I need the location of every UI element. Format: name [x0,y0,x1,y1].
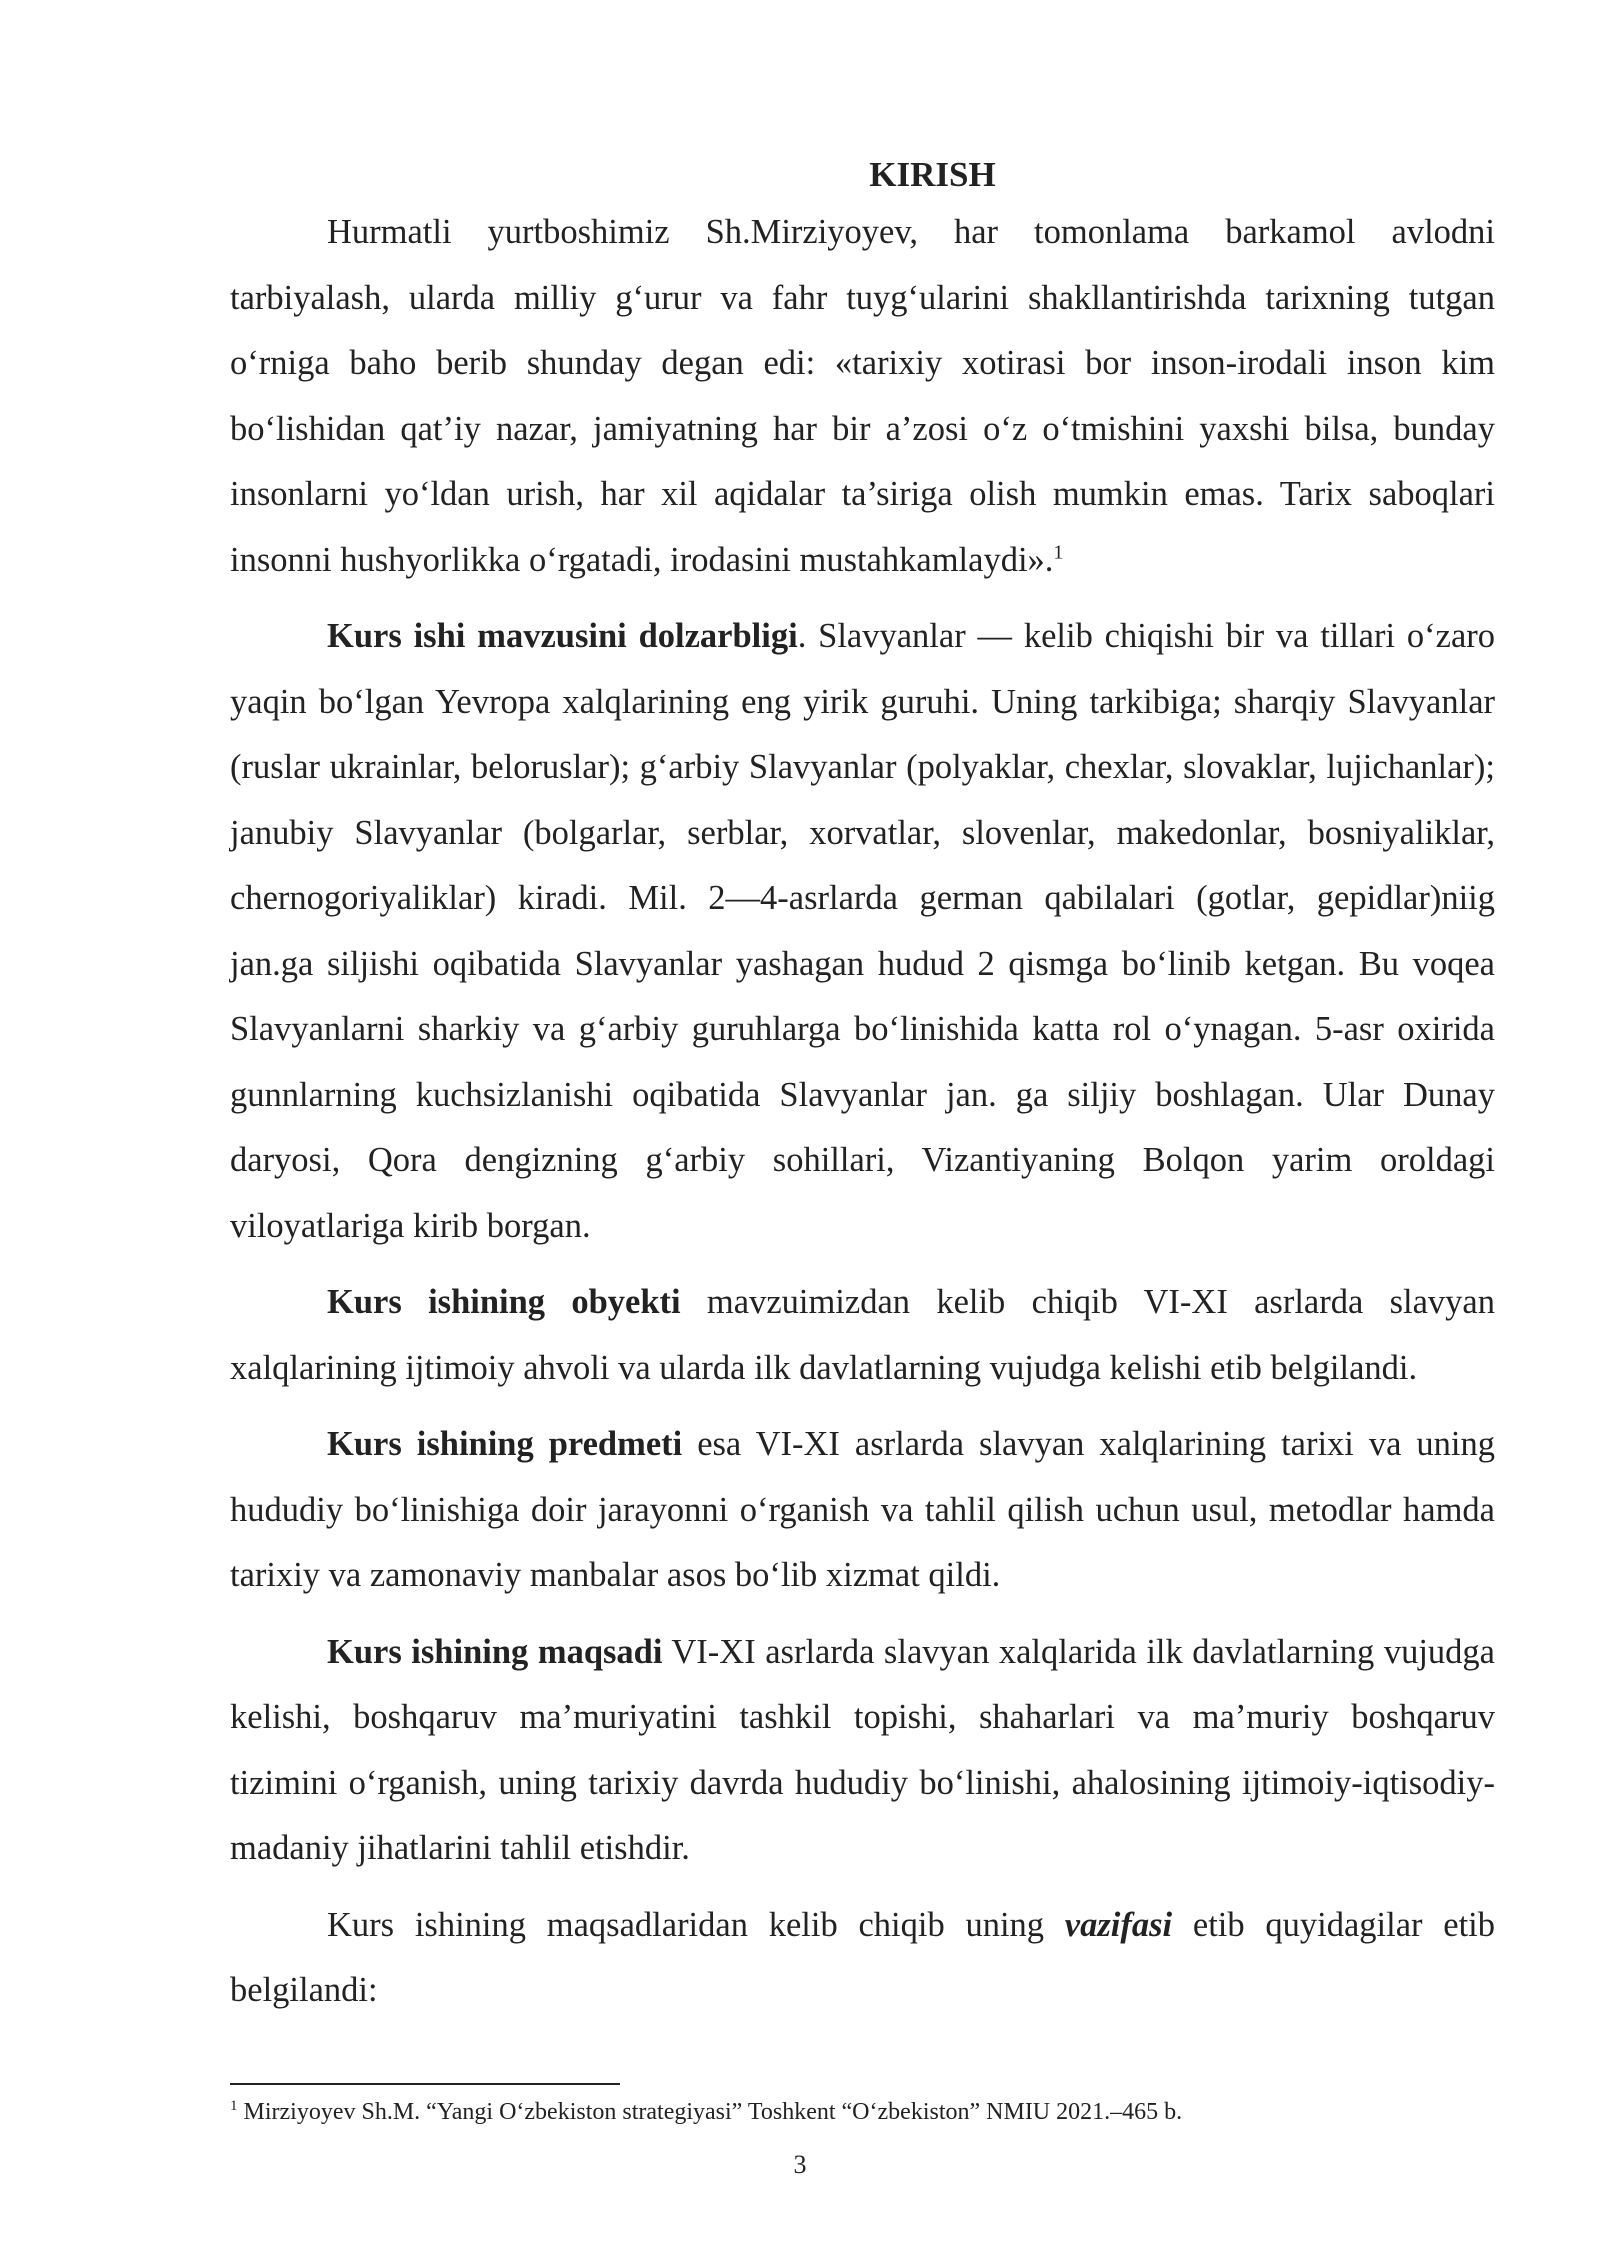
subject-text: esa VI-XI asrlarda slavyan xalqlarining tarixi va uning hududiy bo‘linishiga doir jarayonni o‘rganish va tahlil qilish uchun usul, metodlar hamda tarixiy va zamonaviy manbalar asos bo‘lib xizmat qildi. [230,1425,1495,1594]
object-text: mavzuimizdan kelib chiqib VI-XI asrlarda slavyan xalqlarining ijtimoiy ahvoli va ularda ilk davlatlarning vujudga kelishi etib belgilandi. [230,1283,1495,1387]
paragraph-intro [230,200,1495,593]
relevance-heading: Kurs ishi mavzusini dolzarbligi [327,617,798,655]
tasks-text-after: etib quyidagilar etib belgilandi: [230,1905,1495,2009]
document-body [230,150,1495,2024]
footnote [230,2097,1495,2127]
paragraph-subject [230,1412,1495,1609]
subject-heading: Kurs ishining predmeti [327,1425,683,1463]
tasks-keyword: vazifasi [1064,1905,1173,1944]
footnote-mark: 1 [230,2098,238,2114]
page-number: 3 [793,2150,807,2179]
page-title: KIRISH [869,155,996,194]
object-heading: Kurs ishining obyekti [327,1283,681,1321]
tasks-text-before: Kurs ishining maqsadlaridan kelib chiqib uning [327,1905,1065,1944]
paragraph-tasks [230,1893,1495,2024]
paragraph-relevance [230,604,1495,1259]
footnote-text: Mirziyoyev Sh.M. “Yangi O‘zbekiston strategiyasi” Toshkent “O‘zbekiston” NMIU 2021.–465 b. [237,2099,1183,2125]
relevance-text: . Slavyanlar — kelib chiqishi bir va tillari o‘zaro yaqin bo‘lgan Yevropa xalqlarining eng yirik guruhi. Uning tarkibiga; sharqiy Slavyanlar (ruslar ukrainlar, beloruslar); g‘arbiy Slavyanlar (polyaklar, chexlar, slovaklar, lujichanlar); janubiy Slavyanlar (bolgarlar, serblar, xorvatlar, slovenlar, makedonlar, bosniyaliklar, chernogoriyaliklar) kiradi. Mil. 2—4-asrlarda german qabilalari (gotlar, gepidlar)niig jan.ga siljishi oqibatida Slavyanlar yashagan hudud 2 qismga bo‘linib ketgan. Bu voqea Slavyanlarni sharkiy va g‘arbiy guruhlarga bo‘linishida katta rol o‘ynagan. 5-asr oxirida gunnlarning kuchsizlanishi oqibatida Slavyanlar jan. ga siljiy boshlagan. Ular Dunay daryosi, Qora dengizning g‘arbiy sohillari, Vizantiyaning Bolqon yarim oroldagi viloyatlariga kirib borgan. [230,617,1495,1245]
footnote-reference[interactable]: 1 [1053,541,1064,563]
paragraph-object [230,1270,1495,1401]
goal-heading: Kurs ishining maqsadi [327,1632,663,1671]
footnote-separator [230,2083,620,2085]
paragraph-goal [230,1620,1495,1882]
goal-text: VI-XI asrlarda slavyan xalqlarida ilk davlatlarning vujudga kelishi, boshqaruv ma’muriyatini tashkil topishi, shaharlari va ma’muriy boshqaruv tizimini o‘rganish, uning tarixiy davrda hududiy bo‘linishi, ahalosining ijtimoiy-iqtisodiy-madaniy jihatlarini tahlil etishdir. [230,1632,1495,1867]
paragraph-intro-text: Hurmatli yurtboshimiz Sh.Mirziyoyev, har tomonlama barkamol avlodni tarbiyalash, ularda milliy g‘urur va fahr tuyg‘ularini shakllantirishda tarixning tutgan o‘rniga baho berib shunday degan edi: «tarixiy xotirasi bor inson-irodali inson kim bo‘lishidan qat’iy nazar, jamiyatning har bir a’zosi o‘z o‘tmishini yaxshi bilsa, bunday insonlarni yo‘ldan urish, har xil aqidalar ta’siriga olish mumkin emas. Tarix saboqlari insonni hushyorlikka o‘rgatadi, irodasini mustahkamlaydi». [230,213,1495,579]
